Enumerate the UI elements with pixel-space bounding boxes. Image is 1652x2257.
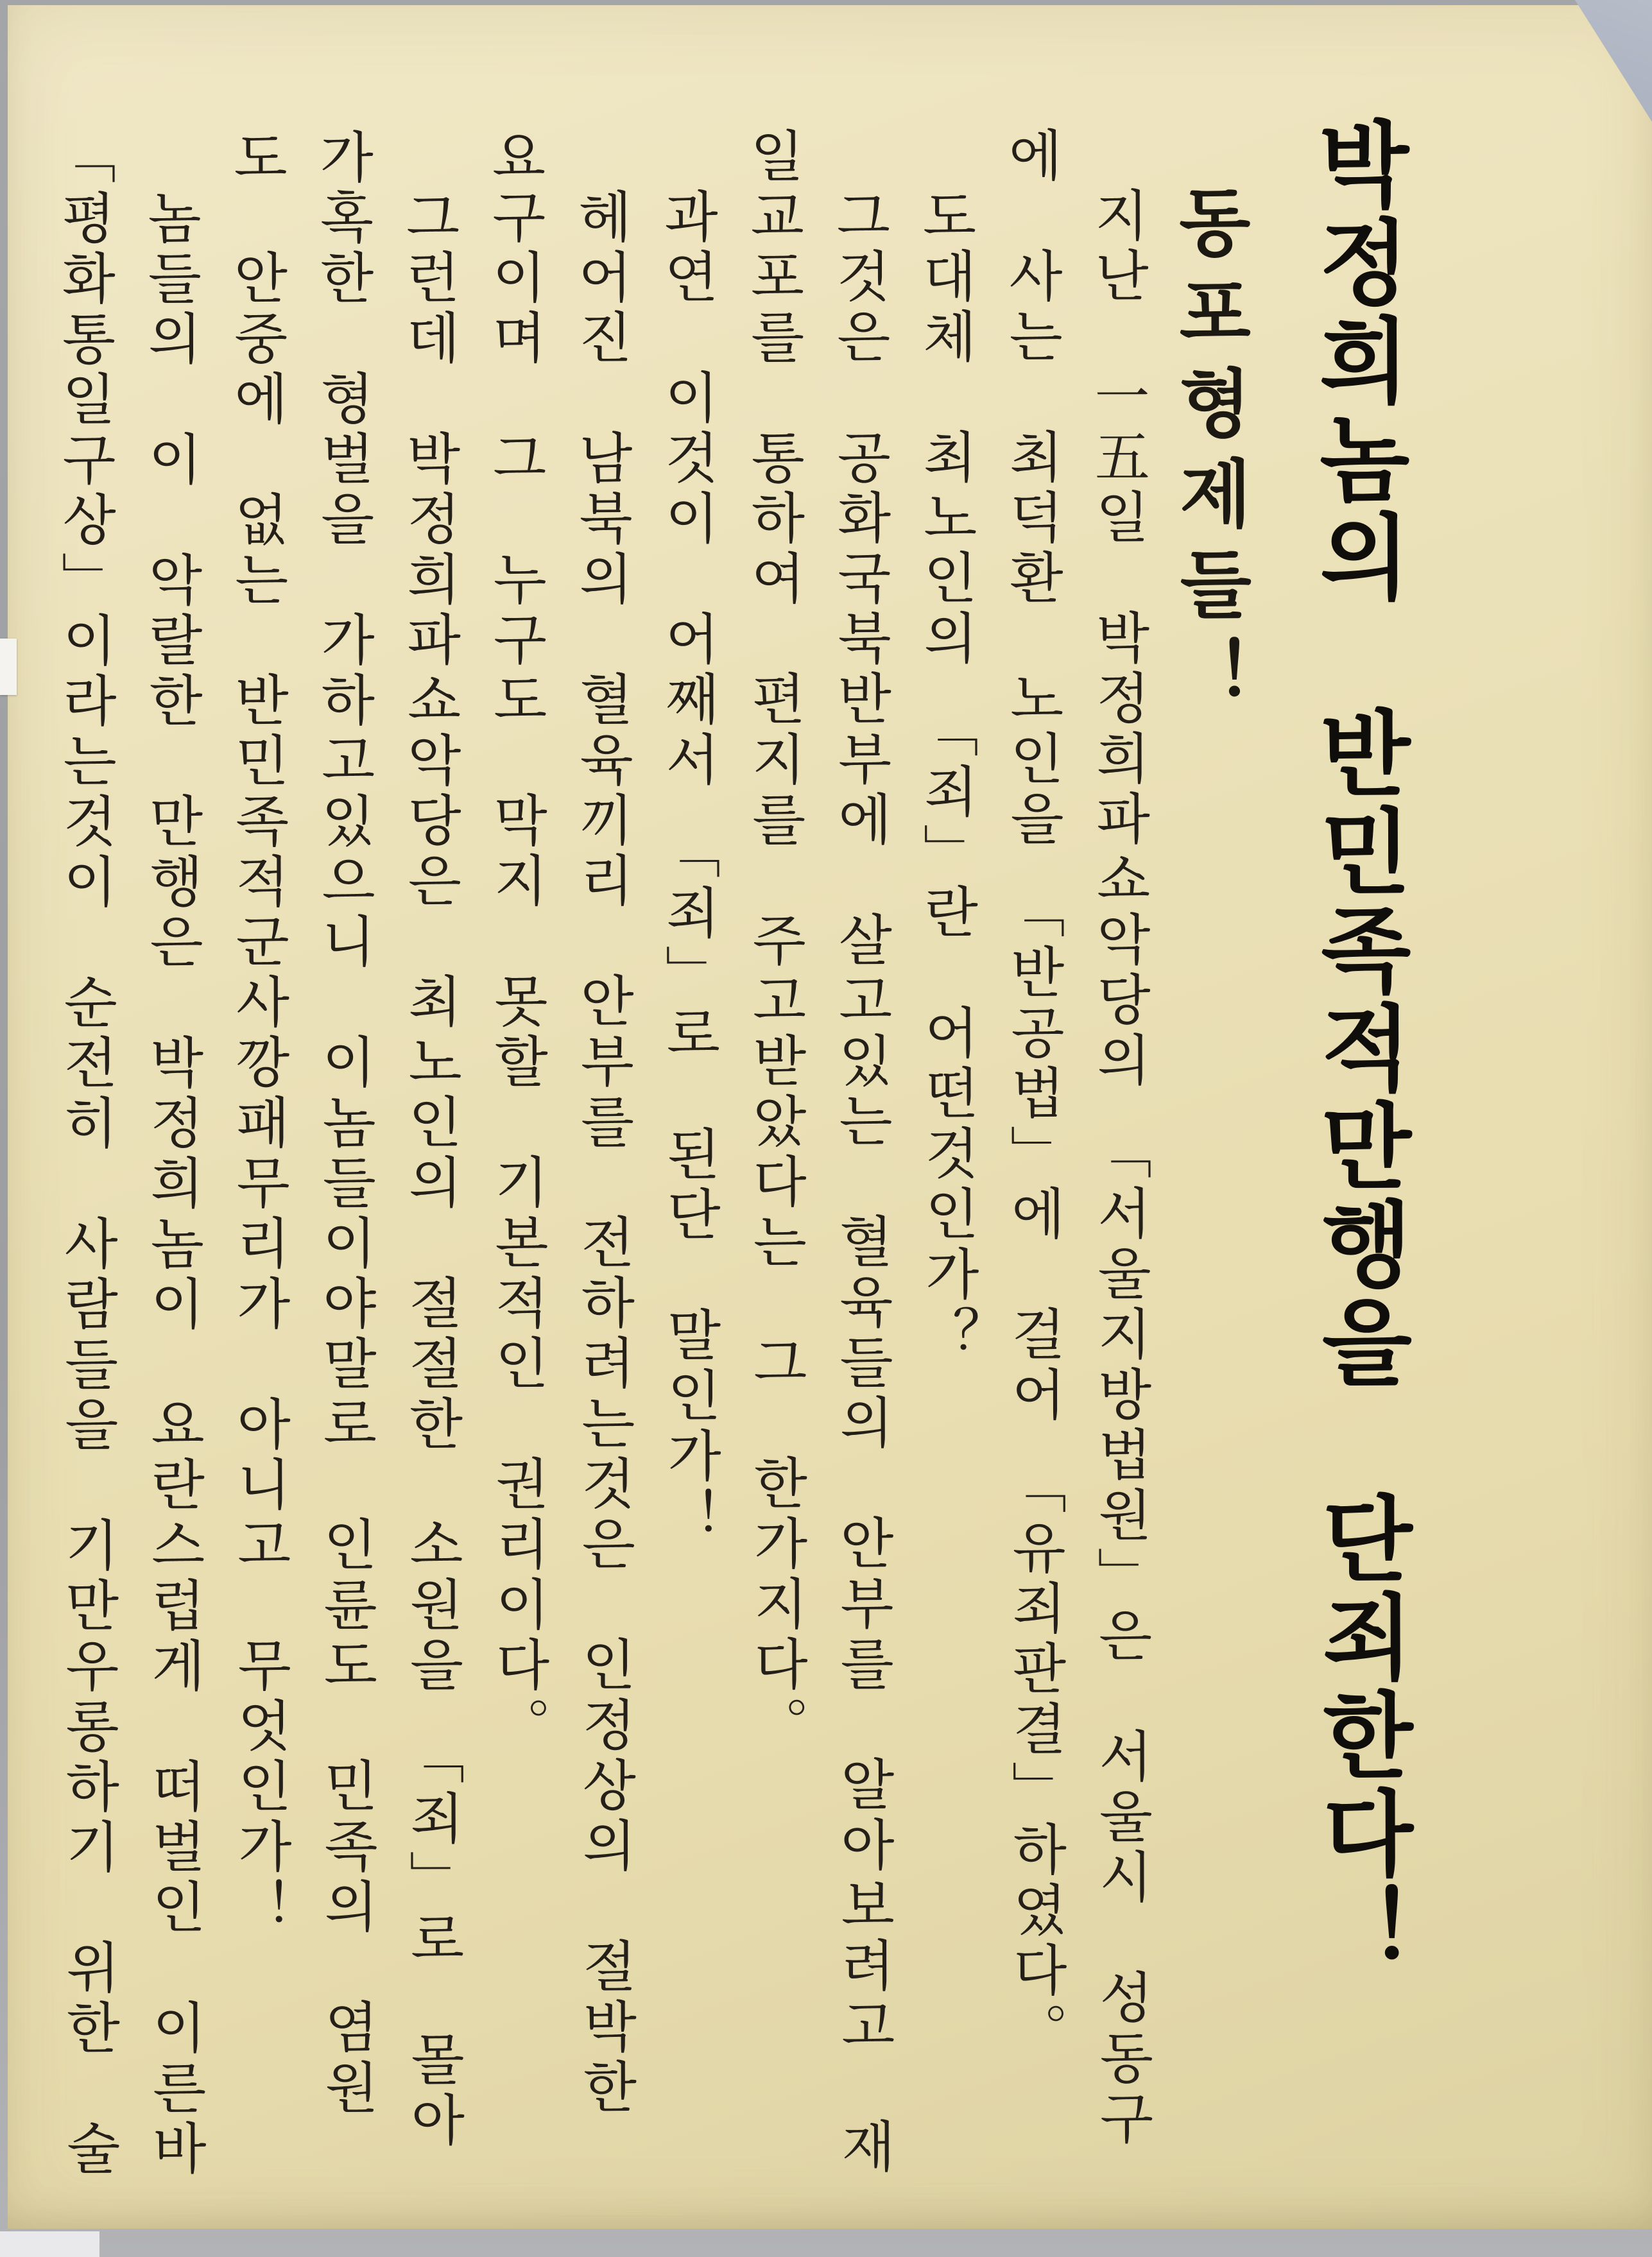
leaflet-text-block (4, 3, 1652, 2231)
text-column-11: 도 안중에 없는 반민족적군사깡패무리가 아니고 무엇인가！ (224, 128, 291, 1939)
text-column-3: 도대체 최노인의 「죄」란 어떤것인가？ (913, 187, 979, 1366)
text-column-5: 일교포를 통하여 편지를 주고받았다는 그 한가지다。 (741, 127, 807, 1756)
leaflet-paper (8, 5, 1652, 2229)
text-column-13: 「평화통일구상」이라는것이 순전히 사람들을 기만우롱하기 위한 술 (52, 128, 119, 2181)
text-column-1: 지난 一五일 박정희파쇼악당의 「서울지방법원」은 서울시 성동구 (1085, 186, 1153, 2150)
text-column-9: 그런데 박정희파쇼악당은 최노인의 절절한 소원을 「죄」로 몰아 (397, 188, 464, 2152)
text-column-6: 과연 이것이 어째서 「죄」로 된단 말인가！ (655, 187, 721, 1548)
text-column-4: 그것은 공화국북반부에 살고있는 혈육들의 안부를 알아보려고 재 (827, 187, 895, 2178)
tape-sticker (0, 639, 17, 695)
text-column-8: 요구이며 그 누구도 막지 못할 기본적인 권리이다。 (483, 128, 549, 1757)
text-column-2: 에 사는 최덕환 노인을 「반공법」에 걸어 「유죄판결」하였다。 (999, 126, 1067, 2063)
salutation-line: 동포형제들！ (1167, 184, 1251, 727)
text-column-7: 헤어진 남북의 혈육끼리 안부를 전하려는것은 인정상의 절박한 (569, 187, 636, 2119)
text-column-12: 놈들의 이 악랄한 만행은 박정희놈이 요란스럽게 떠벌인 이른바 (138, 189, 206, 2180)
leaflet-title: 박정희놈의 반민족적만행을 단죄한다！ (1304, 116, 1413, 1982)
text-column-10: 가혹한 형벌을 가하고있으니 이놈들이야말로 인륜도 민족의 염원 (311, 128, 378, 2120)
bottom-white-patch (0, 2231, 99, 2257)
